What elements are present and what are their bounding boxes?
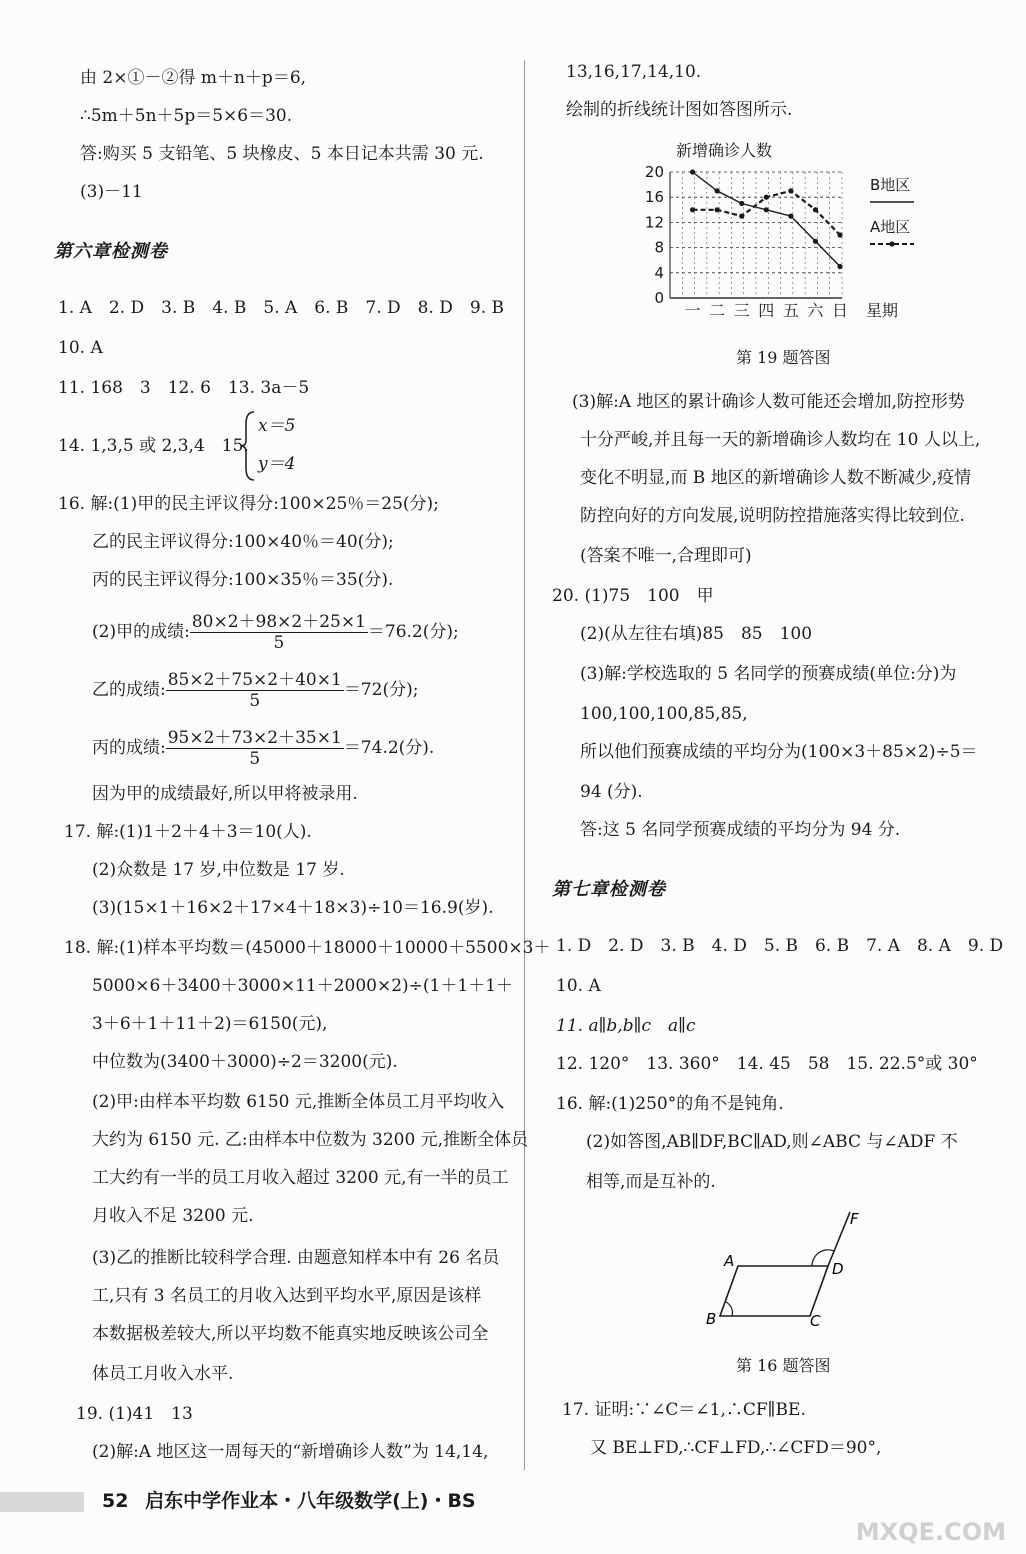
point-label-a: A <box>724 1252 735 1270</box>
equation-y: y＝4 <box>258 454 296 474</box>
solution-line: (3)乙的推断比较科学合理. 由题意知样本中有 26 名员 <box>92 1248 500 1268</box>
text: (2)甲的成绩: <box>92 622 190 642</box>
solution-line: 工大约有一半的员工月收入超过 3200 元,有一半的员工 <box>92 1168 509 1188</box>
y-tick-label: 4 <box>654 263 664 282</box>
solution-line: (2)解:A 地区这一周每天的“新增确诊人数”为 14,14, <box>92 1442 489 1462</box>
text-line: ∴5m＋5n＋5p＝5×6＝30. <box>80 106 293 126</box>
text: 丙的成绩: <box>92 738 166 758</box>
solution-line: 十分严峻,并且每一天的新增确诊人数均在 10 人以上, <box>580 430 981 450</box>
data-point <box>715 188 720 193</box>
text-line: 由 2×①－②得 m＋n＋p＝6, <box>80 68 307 88</box>
text-line: 绘制的折线统计图如答图所示. <box>566 100 793 120</box>
chart-grid <box>670 172 842 298</box>
solution-line: 相等,而是互补的. <box>586 1172 716 1192</box>
solution-line: 16. 解:(1)甲的民主评议得分:100×25％＝25(分); <box>58 494 439 514</box>
column-divider <box>524 60 525 1470</box>
data-point <box>788 188 793 193</box>
fraction <box>166 670 344 711</box>
solution-line: (3)(15×1＋16×2＋17×4＋18×3)÷10＝16.9(岁). <box>92 898 494 918</box>
data-point <box>788 214 793 219</box>
fraction-line <box>92 726 434 770</box>
parallelogram <box>720 1266 828 1316</box>
data-point <box>837 232 842 237</box>
point-label-b: B <box>706 1310 717 1328</box>
series-line <box>693 172 840 267</box>
text: 乙的成绩: <box>92 680 166 700</box>
point-label-f: F <box>850 1210 859 1228</box>
solution-line: (2)众数是 17 岁,中位数是 17 岁. <box>92 860 345 880</box>
answer-line: 1. A 2. D 3. B 4. B 5. A 6. B 7. D 8. D 9. B <box>58 298 505 318</box>
ray-df <box>828 1212 850 1266</box>
solution-line: 94 (分). <box>580 782 643 802</box>
x-tick-label: 二 <box>709 301 726 320</box>
chart-series <box>690 169 843 269</box>
denominator: 5 <box>249 749 261 769</box>
chapter6-heading: 第六章检测卷 <box>54 241 168 262</box>
answer-line: 10. A <box>58 338 103 358</box>
data-point <box>764 207 769 212</box>
data-point <box>690 169 695 174</box>
solution-line: 因为甲的成绩最好,所以甲将被录用. <box>92 784 358 804</box>
watermark: MXQE.COM <box>855 1518 1006 1546</box>
solution-line: 大约为 6150 元. 乙:由样本中位数为 3200 元,推断全体员 <box>92 1130 529 1150</box>
footer-bar <box>0 1492 84 1512</box>
numerator: 85×2＋75×2＋40×1 <box>167 670 342 690</box>
y-tick-label: 12 <box>644 213 664 232</box>
solution-line: 答:这 5 名同学预赛成绩的平均分为 94 分. <box>580 820 901 840</box>
angle-abc-arc <box>726 1302 732 1316</box>
point-label-d: D <box>832 1260 844 1278</box>
figure-caption: 第 19 题答图 <box>736 348 831 367</box>
y-tick-label: 8 <box>654 238 664 257</box>
page-number: 52 <box>102 1490 129 1512</box>
solution-line: 3＋6＋1＋11＋2)＝6150(元), <box>92 1014 328 1034</box>
chart-legend <box>870 176 914 247</box>
data-point <box>739 214 744 219</box>
fraction-line <box>92 610 459 654</box>
denominator: 5 <box>249 691 261 711</box>
solution-line: 18. 解:(1)样本平均数＝(45000＋18000＋10000＋5500×3＋ <box>64 938 551 958</box>
answer-line: 1. D 2. D 3. B 4. D 5. B 6. B 7. A 8. A 9. D <box>556 936 1004 956</box>
book-title: 启东中学作业本・八年级数学(上)・BS <box>145 1490 476 1512</box>
x-tick-label: 四 <box>758 301 775 320</box>
answer-line: 11. a∥b,b∥c a∥c <box>556 1016 696 1036</box>
chart-x-label: 星期 <box>866 301 899 320</box>
numerator: 80×2＋98×2＋25×1 <box>191 612 366 632</box>
solution-line: 20. (1)75 100 甲 <box>552 586 714 606</box>
figure-caption: 第 16 题答图 <box>736 1356 831 1375</box>
text: ＝74.2(分). <box>343 738 435 758</box>
legend-label: A地区 <box>870 218 911 236</box>
solution-line: 19. (1)41 13 <box>76 1404 193 1424</box>
solution-line: 月收入不足 3200 元. <box>92 1206 254 1226</box>
data-point <box>813 239 818 244</box>
data-point <box>837 264 842 269</box>
parallelogram-figure <box>700 1204 870 1334</box>
solution-line: (2)甲:由样本平均数 6150 元,推断全体员工月平均收入 <box>92 1092 505 1112</box>
text: ＝76.2(分); <box>367 622 459 642</box>
solution-line: (2)如答图,AB∥DF,BC∥AD,则∠ABC 与∠ADF 不 <box>586 1132 958 1152</box>
x-tick-label: 五 <box>782 301 799 320</box>
solution-line: 本数据极差较大,所以平均数不能真实地反映该公司全 <box>92 1324 489 1344</box>
fraction <box>166 728 344 769</box>
chapter7-heading: 第七章检测卷 <box>552 879 666 900</box>
proof-line: 17. 证明:∵∠C＝∠1,∴CF∥BE. <box>562 1400 806 1420</box>
solution-line: (2)(从左往右填)85 85 100 <box>580 624 813 644</box>
solution-line: 体员工月收入水平. <box>92 1364 234 1384</box>
legend-marker <box>889 241 894 246</box>
page-footer <box>102 1486 476 1513</box>
text-line: (3)－11 <box>80 182 143 202</box>
solution-line: 16. 解:(1)250°的角不是钝角. <box>556 1094 784 1114</box>
line-chart <box>640 136 930 326</box>
data-point <box>764 195 769 200</box>
solution-line: 防控向好的方向发展,说明防控措施落实得比较到位. <box>580 506 965 526</box>
y-tick-label: 0 <box>654 289 664 307</box>
equation-x: x＝5 <box>258 416 296 436</box>
answer-line: 10. A <box>556 976 601 996</box>
solution-line: 所以他们预赛成绩的平均分为(100×3＋85×2)÷5＝ <box>580 742 978 762</box>
y-tick-label: 16 <box>644 188 664 207</box>
solution-line: (3)解:学校选取的 5 名同学的预赛成绩(单位:分)为 <box>580 664 957 684</box>
x-tick-label: 日 <box>831 301 849 320</box>
solution-line: 17. 解:(1)1＋2＋4＋3＝10(人). <box>64 822 312 842</box>
data-point <box>739 201 744 206</box>
chart-title: 新增确诊人数 <box>676 141 773 160</box>
solution-line: 乙的民主评议得分:100×40％＝40(分); <box>92 532 394 552</box>
chart-x-ticks <box>685 301 848 320</box>
solution-line: 工,只有 3 名员工的月收入达到平均水平,原因是该样 <box>92 1286 482 1306</box>
x-tick-label: 一 <box>684 301 701 320</box>
solution-line: 100,100,100,85,85, <box>580 704 748 724</box>
fraction <box>190 612 368 653</box>
solution-line: 丙的民主评议得分:100×35％＝35(分). <box>92 570 394 590</box>
proof-line: 又 BE⊥FD,∴CF⊥FD,∴∠CFD＝90°, <box>590 1438 882 1458</box>
y-tick-label: 20 <box>644 163 664 181</box>
solution-line: 变化不明显,而 B 地区的新增确诊人数不断减少,疫情 <box>580 468 972 488</box>
solution-line: 5000×6＋3400＋3000×11＋2000×2)÷(1＋1＋1＋ <box>92 976 514 996</box>
solution-line: 中位数为(3400＋3000)÷2＝3200(元). <box>92 1052 398 1072</box>
text-line: 答:购买 5 支铅笔、5 块橡皮、5 本日记本共需 30 元. <box>80 144 484 164</box>
fraction-line <box>92 668 418 712</box>
text-line: 13,16,17,14,10. <box>566 62 702 82</box>
solution-line: (答案不唯一,合理即可) <box>580 546 752 566</box>
data-point <box>715 207 720 212</box>
text: ＝72(分); <box>343 680 419 700</box>
x-tick-label: 三 <box>733 301 750 320</box>
legend-label: B地区 <box>870 176 911 194</box>
x-tick-label: 六 <box>807 301 824 320</box>
denominator: 5 <box>273 633 285 653</box>
solution-line: (3)解:A 地区的累计确诊人数可能还会增加,防控形势 <box>572 392 965 412</box>
answer-line: 14. 1,3,5 或 2,3,4 15. <box>58 436 249 456</box>
data-point <box>690 207 695 212</box>
data-point <box>813 207 818 212</box>
answer-line: 11. 168 3 12. 6 13. 3a－5 <box>58 378 310 398</box>
numerator: 95×2＋73×2＋35×1 <box>167 728 342 748</box>
chart-y-ticks <box>645 163 664 307</box>
point-label-c: C <box>810 1312 821 1330</box>
answer-line: 12. 120° 13. 360° 14. 45 58 15. 22.5°或 30° <box>556 1054 978 1074</box>
system-brace <box>240 410 260 482</box>
